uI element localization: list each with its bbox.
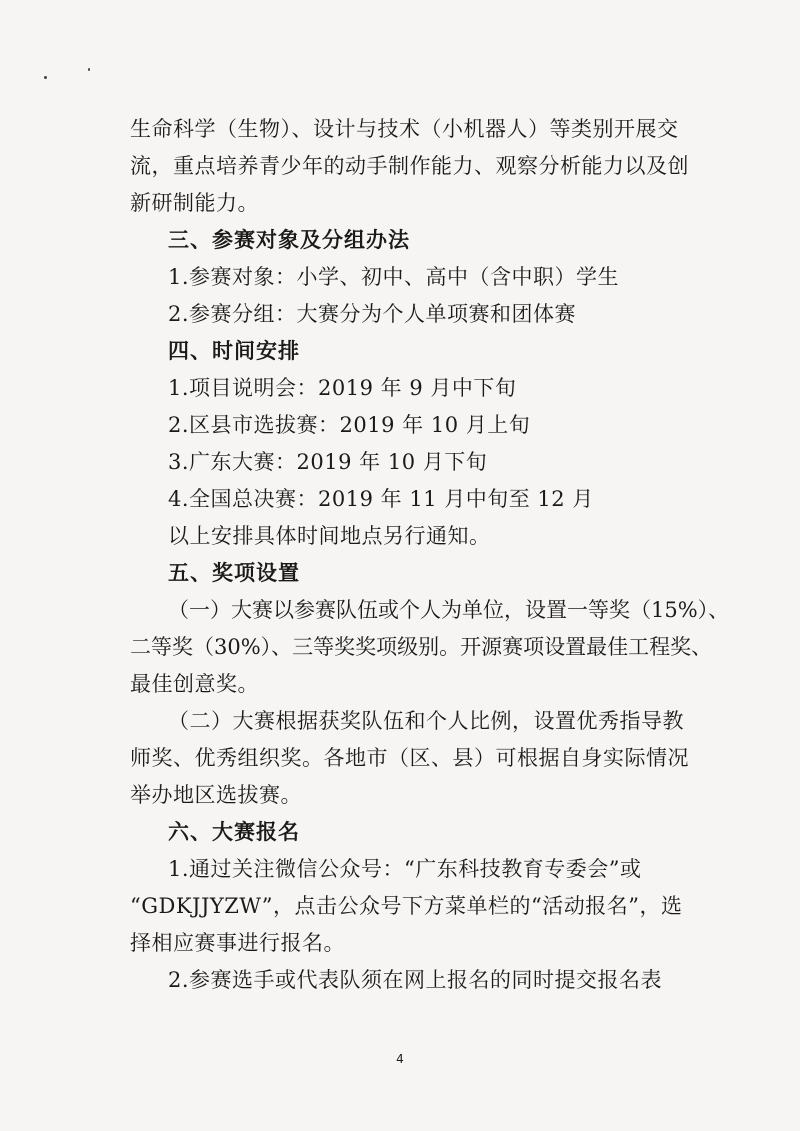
paragraph-line: 最佳创意奖。	[130, 672, 259, 696]
list-item: 2.参赛分组：大赛分为个人单项赛和团体赛	[168, 302, 577, 326]
section-heading: 六、大赛报名	[168, 820, 300, 844]
section-heading: 四、时间安排	[168, 339, 300, 363]
paragraph-line: 以上安排具体时间地点另行通知。	[168, 524, 491, 548]
paragraph-line: 择相应赛事进行报名。	[130, 931, 345, 955]
scan-speck	[44, 76, 47, 79]
paragraph-line: 举办地区选拔赛。	[130, 783, 302, 807]
section-heading: 三、参赛对象及分组办法	[168, 228, 410, 252]
list-item: 4.全国总决赛：2019 年 11 月中旬至 12 月	[168, 487, 594, 511]
list-item: 2.参赛选手或代表队须在网上报名的同时提交报名表	[168, 968, 663, 992]
page-number: 4	[396, 1052, 404, 1066]
list-item: 3.广东大赛：2019 年 10 月下旬	[168, 450, 488, 474]
paragraph-line: （一）大赛以参赛队伍或个人为单位，设置一等奖（15%）、	[168, 598, 730, 622]
scan-speck	[88, 68, 90, 71]
paragraph-line: 新研制能力。	[130, 191, 259, 215]
paragraph-line: 二等奖（30%）、三等奖奖项级别。开源赛项设置最佳工程奖、	[130, 635, 713, 659]
paragraph-line: 师奖、优秀组织奖。各地市（区、县）可根据自身实际情况	[130, 746, 689, 770]
list-item: 1.项目说明会：2019 年 9 月中下旬	[168, 376, 517, 400]
paragraph-line: （二）大赛根据获奖队伍和个人比例，设置优秀指导教	[168, 709, 684, 733]
paragraph-line: 生命科学（生物）、设计与技术（小机器人）等类别开展交	[130, 117, 679, 141]
paragraph-line: 流，重点培养青少年的动手制作能力、观察分析能力以及创	[130, 154, 689, 178]
list-item: 1.参赛对象：小学、初中、高中（含中职）学生	[168, 265, 620, 289]
list-item: 2.区县市选拔赛：2019 年 10 月上旬	[168, 413, 531, 437]
paragraph-line: “GDKJJYZW”，点击公众号下方菜单栏的“活动报名”，选	[130, 894, 683, 918]
section-heading: 五、奖项设置	[168, 561, 300, 585]
list-item: 1.通过关注微信公众号：“广东科技教育专委会”或	[168, 857, 642, 881]
